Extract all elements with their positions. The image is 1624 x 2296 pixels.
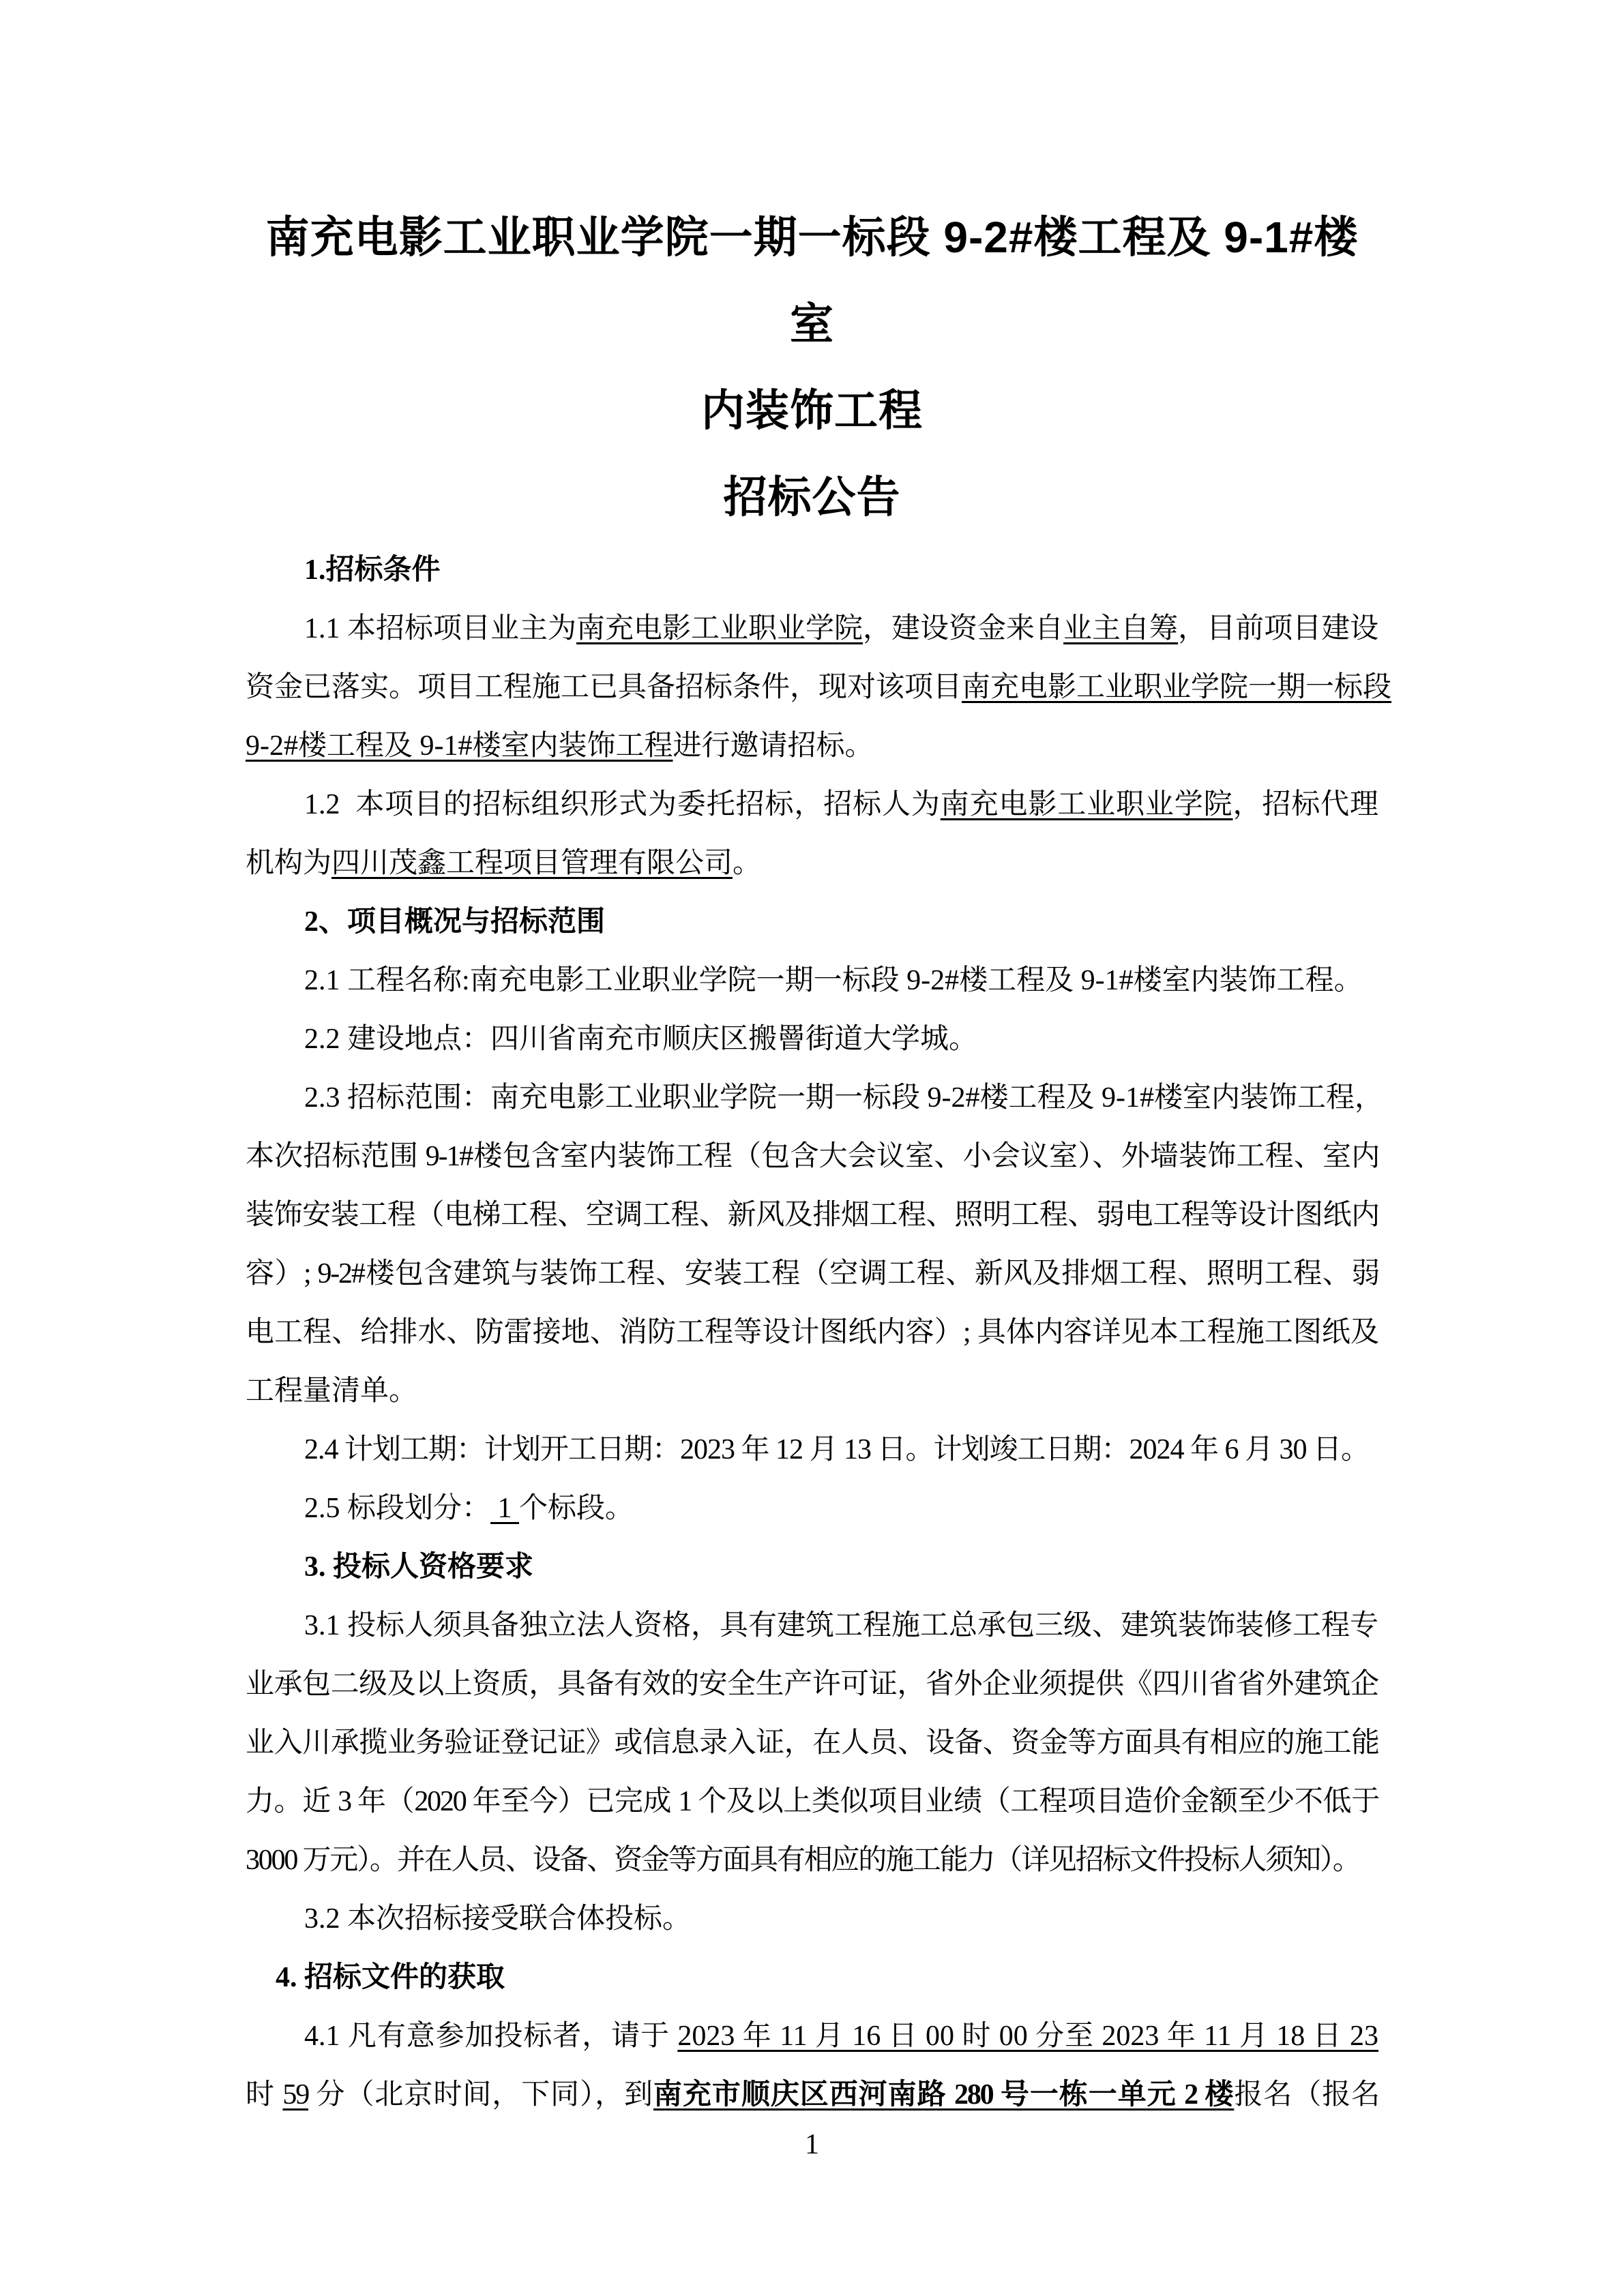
text-segment: 报名（报名 (1234, 2079, 1378, 2111)
text-segment: 电工程、给排水、防雷接地、消防工程等设计图纸内容）; 具体内容详见本工程施工图纸及 (246, 1317, 1378, 1348)
emphasized-text: 南充电影工业职业学院 (940, 789, 1233, 820)
text-segment: 1.2 本项目的招标组织形式为委托招标，招标人为 (304, 789, 941, 820)
text-line (246, 1772, 1378, 1831)
text-segment: ，建设资金来自 (863, 613, 1064, 644)
title-line-2: 内装饰工程 (701, 386, 923, 435)
text-segment: 装饰安装工程（电梯工程、空调工程、新风及排烟工程、照明工程、弱电工程等设计图纸内 (246, 1199, 1378, 1231)
text-line (246, 1890, 1378, 1948)
text-line (246, 1948, 1378, 2007)
text-line (246, 1127, 1378, 1186)
document-subtitle: 招标公告 (723, 473, 901, 522)
text-line (246, 1479, 1378, 1538)
emphasized-text: 南充市顺庆区西河南路 280 号一栋一单元 2 楼 (653, 2079, 1235, 2111)
text-line (246, 1303, 1378, 1362)
page-content (246, 194, 1392, 2124)
text-segment: 机构为 (246, 848, 332, 879)
text-line (246, 893, 1378, 951)
text-segment: 3000 万元）。并在人员、设备、资金等方面具有相应的施工能力（详见招标文件投标人须知）。 (246, 1845, 1360, 1876)
title-line-1: 南充电影工业职业学院一期一标段 9-2#楼工程及 9-1#楼室 (265, 213, 1359, 348)
text-line (246, 1010, 1378, 1069)
text-segment: 分（北京时间，下同），到 (308, 2079, 653, 2111)
text-line (246, 599, 1378, 658)
text-segment: 1.1 本招标项目业主为 (304, 613, 577, 644)
text-line (246, 775, 1378, 834)
text-line (246, 1714, 1378, 1772)
emphasized-text: 1 (490, 1493, 520, 1524)
emphasized-text: 业主自筹 (1063, 613, 1179, 644)
text-line (246, 1655, 1378, 1714)
text-segment: 3. 投标人资格要求 (304, 1551, 534, 1583)
document-body (246, 541, 1392, 2124)
text-segment: 力。近 3 年（2020 年至今）已完成 1 个及以上类似项目业绩（工程项目造价金额至少不低于 (246, 1786, 1378, 1817)
text-segment: 2.4 计划工期：计划开工日期：2023 年 12 月 13 日。计划竣工日期：2024 年 6 月 30 日。 (304, 1434, 1370, 1465)
text-line (246, 1538, 1378, 1596)
emphasized-text: 59 (282, 2079, 309, 2111)
emphasized-text: 9-2#楼工程及 9-1#楼室内装饰工程 (246, 730, 673, 762)
emphasized-text: 南充电影工业职业学院 (576, 613, 863, 644)
document-title (246, 194, 1378, 541)
emphasized-text: 南充电影工业职业学院一期一标段 (962, 672, 1392, 703)
text-line (246, 951, 1378, 1010)
text-segment: ，招标代理 (1232, 789, 1378, 820)
text-line (246, 2007, 1378, 2066)
text-segment: 。 (733, 848, 762, 879)
text-segment: ，目前项目建设 (1178, 613, 1379, 644)
text-line (246, 834, 1378, 893)
text-segment: 工程量清单。 (246, 1375, 418, 1407)
text-line (246, 1596, 1378, 1655)
text-segment: 2.5 标段划分： (304, 1493, 491, 1524)
text-line (246, 1362, 1378, 1420)
text-line (246, 1420, 1378, 1479)
page-number: 1 (805, 2129, 819, 2160)
text-segment: 4.1 凡有意参加投标者，请于 (304, 2021, 678, 2052)
text-line (246, 1186, 1378, 1244)
text-line (246, 1831, 1378, 1890)
text-segment: 2.3 招标范围：南充电影工业职业学院一期一标段 9-2#楼工程及 9-1#楼室内装饰工程， (304, 1082, 1383, 1114)
text-segment: 2.1 工程名称:南充电影工业职业学院一期一标段 9-2#楼工程及 9-1#楼室内装饰工程。 (304, 965, 1363, 996)
text-segment: 业承包二级及以上资质，具备有效的安全生产许可证，省外企业须提供《四川省省外建筑企 (246, 1669, 1378, 1700)
text-line (246, 1244, 1378, 1303)
text-line (246, 541, 1378, 599)
text-segment: 时 (246, 2079, 283, 2111)
text-segment: 3.2 本次招标接受联合体投标。 (304, 1903, 692, 1935)
text-line (246, 2066, 1378, 2124)
emphasized-text: 四川茂鑫工程项目管理有限公司 (331, 848, 733, 879)
text-segment: 容）; 9-2#楼包含建筑与装饰工程、安装工程（空调工程、新风及排烟工程、照明工程、弱 (246, 1258, 1378, 1289)
text-segment: 4. 招标文件的获取 (276, 1962, 505, 1993)
text-segment: 个标段。 (519, 1493, 634, 1524)
text-segment: 2、项目概况与招标范围 (304, 906, 606, 938)
text-segment: 进行邀请招标。 (673, 730, 874, 762)
text-segment: 2.2 建设地点：四川省南充市顺庆区搬罾街道大学城。 (304, 1024, 978, 1055)
text-segment: 资金已落实。项目工程施工已具备招标条件，现对该项目 (246, 672, 962, 703)
text-segment: 1.招标条件 (304, 554, 441, 586)
text-segment: 业入川承揽业务验证登记证》或信息录入证，在人员、设备、资金等方面具有相应的施工能 (246, 1727, 1378, 1759)
text-line (246, 717, 1378, 775)
text-segment: 本次招标范围 9-1#楼包含室内装饰工程（包含大会议室、小会议室）、外墙装饰工程、室内 (246, 1141, 1378, 1172)
text-line (246, 658, 1392, 717)
emphasized-text: 2023 年 11 月 16 日 00 时 00 分至 2023 年 11 月 18 日 23 (677, 2021, 1378, 2052)
text-segment: 3.1 投标人须具备独立法人资格，具有建筑工程施工总承包三级、建筑装饰装修工程专 (304, 1610, 1379, 1641)
text-line (246, 1069, 1383, 1127)
